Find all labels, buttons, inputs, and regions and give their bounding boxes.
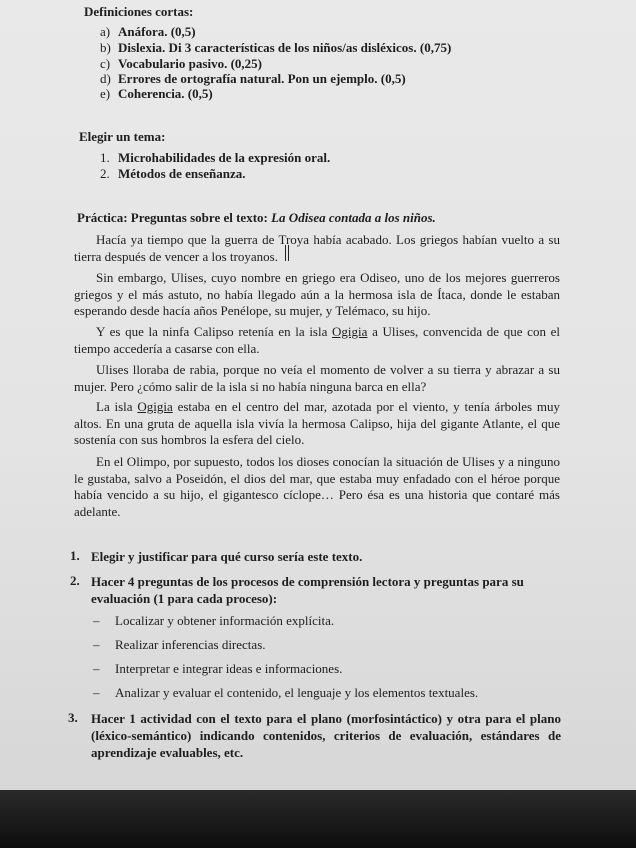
paragraph-text: estaba en el centro del mar, azotada por el viento, y tenía árboles muy altos. En una gruta de aquella isla vivía la hermosa Calipso, hija del gigante Atlante, el que sostenía con sus hombros la esfera del cielo. — [74, 399, 561, 447]
item-marker: e) — [100, 86, 111, 101]
paragraph-text: Hacía ya tiempo que la guerra de Troya había acabado. Los griegos habían vuelto a su tierra después de vencer a los troyanos. — [74, 232, 560, 264]
paragraph-text: a Ulises, convencida de que con el tiempo accedería a casarse con ella. — [74, 324, 560, 356]
dash: – — [93, 637, 100, 652]
ogigia-link: Ogigia — [137, 399, 173, 414]
definicion-item-c — [100, 56, 262, 72]
paragraph-5 — [74, 399, 560, 449]
subitem-text: Analizar y evaluar el contenido, el lenguaje y los elementos textuales. — [115, 685, 479, 700]
item-text: Anáfora. (0,5) — [118, 24, 196, 39]
subitem-text: Realizar inferencias directas. — [115, 637, 266, 652]
paragraph-text: Ulises lloraba de rabia, porque no veía el momento de volver a su tierra y abrazar a su mujer. Pero ¿cómo salir de la isla si no había ninguna barca en ella? — [74, 362, 560, 394]
definicion-item-e — [100, 86, 213, 102]
question-2-subitem — [93, 685, 478, 701]
item-marker: d) — [100, 71, 111, 86]
question-2-text: Hacer 4 preguntas de los procesos de comprensión lectora y preguntas para su evaluación (1 para cada proceso): — [91, 574, 524, 606]
monitor-bezel — [0, 790, 636, 848]
paragraph-text: Sin embargo, Ulises, cuyo nombre en griego era Odiseo, uno de los mejores guerreros griegos y el más astuto, no había llegado aún a la hermosa isla de Ítaca, donde le estaban esperando desde hacía años Penélope, su mujer, y Telémaco, su hijo. — [74, 270, 560, 318]
item-text: Errores de ortografía natural. Pon un ejemplo. (0,5) — [118, 71, 406, 86]
question-2-subitem — [93, 637, 266, 653]
dash: – — [93, 661, 100, 676]
ogigia-link: Ogigia — [332, 324, 368, 339]
item-marker: a) — [100, 24, 111, 39]
item-marker: b) — [100, 40, 111, 55]
text-cursor — [285, 245, 289, 261]
question-1-number: 1. — [70, 548, 80, 563]
item-marker: 1. — [100, 150, 110, 165]
question-2-number: 2. — [70, 573, 80, 588]
subitem-text: Localizar y obtener información explícita. — [115, 613, 335, 628]
item-marker: c) — [100, 56, 111, 71]
item-text: Vocabulario pasivo. (0,25) — [118, 56, 262, 71]
definicion-item-d — [100, 71, 406, 87]
paragraph-text: Y es que la ninfa Calipso retenía en la isla — [96, 324, 333, 339]
paragraph-3 — [74, 324, 560, 357]
paragraph-text: En el Olimpo, por supuesto, todos los dioses conocían la situación de Ulises y a ninguno le gustaba, salvo a Poseidón, el dios del mar, que estaba muy enfadado con el héroe porque había vencido a su hijo, el gigantesco cíclope… Pero ésa es una historia que contaré más adelante. — [74, 454, 560, 519]
dash: – — [93, 685, 100, 700]
question-1-text: Elegir y justificar para qué curso sería este texto. — [91, 549, 363, 564]
tema-item-2 — [100, 166, 245, 182]
definicion-item-a — [100, 24, 196, 40]
question-3-number: 3. — [68, 710, 78, 725]
question-3-text: Hacer 1 actividad con el texto para el plano (morfosintáctico) y otra para el plano (léxico-semántico) indicando contenidos, criterios de evaluación, estándares de aprendizaje evaluables, etc. — [91, 711, 561, 760]
definicion-item-b — [100, 40, 451, 56]
practica-heading — [77, 210, 436, 226]
paragraph-6 — [74, 454, 560, 520]
paragraph-2 — [74, 270, 560, 320]
practica-heading-prefix: Práctica: Preguntas sobre el texto: — [77, 210, 272, 225]
practica-heading-title: La Odisea contada a los niños. — [271, 210, 436, 225]
tema-heading: Elegir un tema: — [79, 129, 166, 144]
definiciones-heading: Definiciones cortas: — [84, 4, 194, 19]
paragraph-text: La isla — [96, 399, 138, 414]
question-2-subitem — [93, 661, 342, 677]
item-text: Dislexia. Di 3 características de los niños/as disléxicos. (0,75) — [118, 40, 452, 55]
item-text: Microhabilidades de la expresión oral. — [118, 150, 331, 165]
question-2-subitem — [93, 613, 334, 629]
tema-item-1 — [100, 150, 330, 166]
dash: – — [93, 613, 100, 628]
paragraph-1 — [74, 232, 560, 265]
item-text: Coherencia. (0,5) — [118, 86, 213, 101]
subitem-text: Interpretar e integrar ideas e informaciones. — [115, 661, 343, 676]
item-text: Métodos de enseñanza. — [118, 166, 246, 181]
paragraph-4 — [74, 362, 560, 395]
item-marker: 2. — [100, 166, 110, 181]
